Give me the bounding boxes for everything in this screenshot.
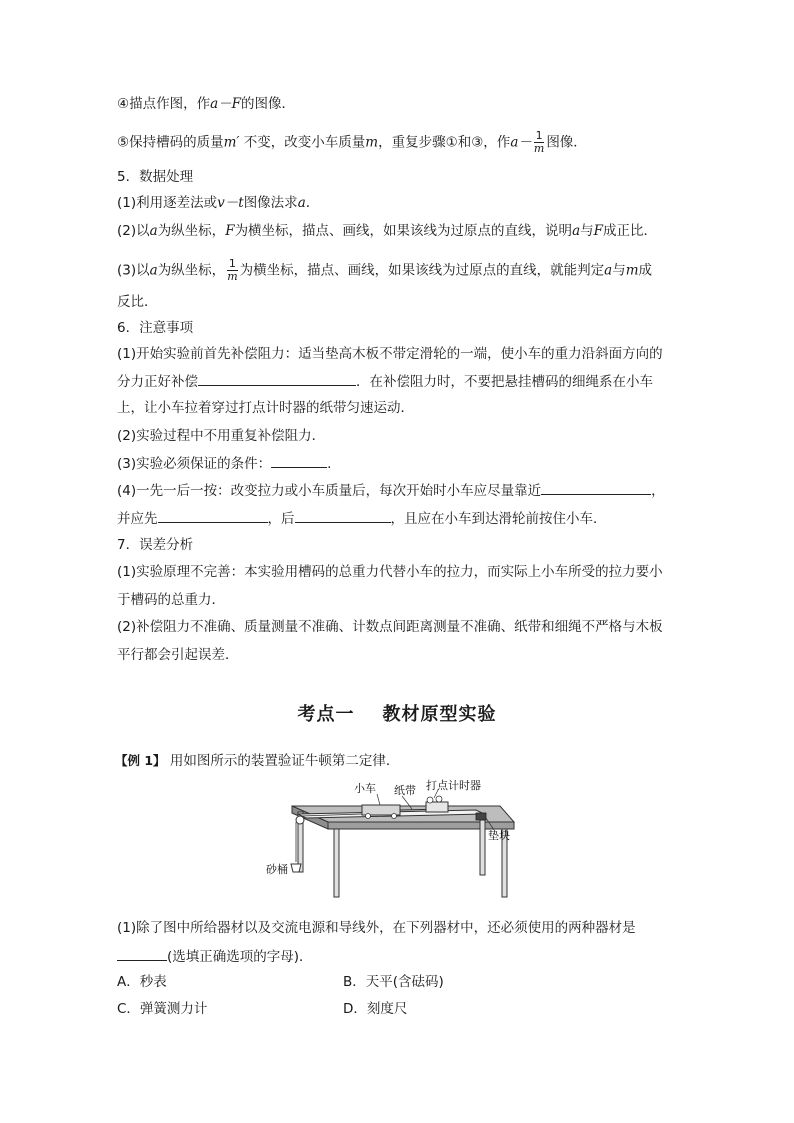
var-F: F	[225, 223, 235, 239]
sand-bucket	[291, 864, 301, 872]
label-block: 垫块	[488, 829, 510, 842]
step-5-end: 图像．	[546, 134, 587, 151]
example-text: 用如图所示的装置验证牛顿第二定律．	[169, 753, 400, 769]
question-1b	[117, 946, 313, 967]
step-5-m: m	[365, 134, 379, 151]
heading-part-2: 教材原型实验	[382, 704, 497, 725]
section-6-title: 6．注意事项	[117, 320, 194, 336]
question-1a: (1)除了图中所给器材以及交流电源和导线外，在下列器材中，还必须使用的两种器材是	[117, 920, 636, 936]
text: 成正比．	[603, 223, 657, 239]
option-c[interactable]: C．弹簧测力计	[117, 1001, 208, 1017]
step-4-end: 的图像．	[241, 96, 296, 112]
fraction-denominator: m	[227, 270, 238, 283]
var-a: a	[149, 262, 158, 279]
label-car: 小车	[354, 782, 376, 795]
fraction-denominator: m	[533, 142, 545, 155]
apparatus-figure	[262, 776, 532, 916]
text: ，且应在小车到达滑轮前按住小车．	[390, 511, 607, 527]
step-4-text: ④描点作图，作	[117, 96, 211, 112]
label-tape: 纸带	[394, 784, 416, 797]
text: 分力正好补偿	[117, 374, 198, 390]
option-b[interactable]: B．天平(含砝码)	[343, 974, 444, 990]
step-5-fraction	[534, 130, 544, 155]
text: 为横坐标，描点、画线，如果该线为过原点的直线，说明	[234, 223, 573, 239]
text: 并应先	[117, 511, 158, 527]
section-6-item-4a	[117, 480, 665, 501]
step-5-mid2: ，重复步骤①和③，作	[378, 134, 511, 151]
section-5-item-3	[117, 258, 652, 283]
step-5-mid: 不变，改变小车质量	[243, 134, 366, 151]
text: ．在补偿阻力时，不要把悬挂槽码的细绳系在小车	[356, 374, 653, 390]
section-6-item-1b	[117, 371, 653, 392]
section-6-item-1a: (1)开始实验前首先补偿阻力：适当垫高木板不带定滑轮的一端，使小车的重力沿斜面方向的	[117, 346, 663, 362]
example-1	[115, 751, 399, 771]
step-5	[117, 130, 587, 155]
text: 为纵坐标，	[157, 262, 226, 279]
step-4-expr: a－F	[210, 96, 242, 112]
table-front	[328, 822, 514, 829]
var-a: a	[149, 223, 158, 239]
section-heading	[0, 700, 794, 726]
var-a: a.	[297, 195, 311, 211]
section-7-item-2b: 平行都会引起误差．	[117, 647, 239, 663]
expr: v－t	[217, 195, 244, 211]
heading-part-1: 考点一	[297, 704, 355, 725]
section-6-item-2: (2)实验过程中不用重复补偿阻力．	[117, 428, 326, 444]
section-6-item-3	[117, 453, 331, 474]
text: 图像法求	[243, 195, 298, 211]
section-7-item-2a: (2)补偿阻力不准确、质量测量不准确、计数点间距离测量不准确、纸带和细绳不严格与木板	[117, 619, 663, 635]
section-7-title: 7．误差分析	[117, 537, 194, 553]
table-leg	[334, 829, 339, 897]
text: 成	[638, 262, 652, 279]
table-leg	[480, 820, 485, 875]
var-a: a	[572, 223, 581, 239]
section-6-item-1c: 上，让小车拉着穿过打点计时器的纸带匀速运动．	[117, 400, 414, 416]
section-5-item-1	[117, 193, 310, 213]
section-7-item-1a: (1)实验原理不完善：本实验用槽码的总重力代替小车的拉力，而实际上小车所受的拉力要小	[117, 564, 663, 580]
var-F: F	[593, 223, 603, 239]
fraction-numerator: 1	[228, 257, 236, 270]
text: ，	[651, 483, 665, 499]
step-5-mprime: m′	[223, 134, 240, 151]
text: 与	[612, 262, 626, 279]
text: 与	[580, 223, 594, 239]
answer-blank[interactable]	[158, 508, 268, 523]
label-bucket: 砂桶	[266, 863, 288, 876]
var-a: a	[604, 262, 613, 279]
section-5-item-3-cont: 反比．	[117, 294, 158, 310]
section-7-item-1b: 于槽码的总重力．	[117, 592, 225, 608]
answer-blank[interactable]	[271, 453, 327, 468]
answer-blank[interactable]	[541, 480, 651, 495]
text: (选填正确选项的字母)．	[167, 949, 313, 965]
text: (4)一先一后一按：改变拉力或小车质量后，每次开始时小车应尽量靠近	[117, 483, 542, 499]
option-a[interactable]: A．秒表	[117, 974, 167, 990]
section-6-item-4b	[117, 508, 607, 529]
option-d[interactable]: D．刻度尺	[343, 1001, 408, 1017]
step-4	[117, 94, 295, 114]
fraction	[227, 258, 237, 283]
answer-blank[interactable]	[295, 508, 391, 523]
section-5-item-2	[117, 221, 657, 241]
step-5-text: ⑤保持槽码的质量	[117, 134, 224, 151]
pad-block	[476, 813, 486, 820]
section-5-title: 5．数据处理	[117, 169, 194, 185]
text: 为横坐标，描点、画线，如果该线为过原点的直线，就能判定	[239, 262, 605, 279]
answer-blank[interactable]	[198, 371, 356, 386]
dot-timer	[426, 802, 448, 812]
text: (3)实验必须保证的条件：	[117, 456, 272, 472]
text: (1)利用逐差法或	[117, 195, 218, 211]
label-timer: 打点计时器	[426, 779, 481, 792]
text: .	[327, 456, 332, 472]
text: (3)以	[117, 262, 150, 279]
var-m: m	[625, 262, 639, 279]
answer-blank[interactable]	[117, 946, 167, 961]
step-5-a: a－	[510, 134, 532, 151]
text: (2)以	[117, 223, 150, 239]
pulley	[296, 816, 304, 824]
fraction-numerator: 1	[535, 129, 543, 142]
example-tag: 【例 1】	[115, 753, 166, 768]
text: ，后	[267, 511, 295, 527]
text: 为纵坐标，	[157, 223, 226, 239]
